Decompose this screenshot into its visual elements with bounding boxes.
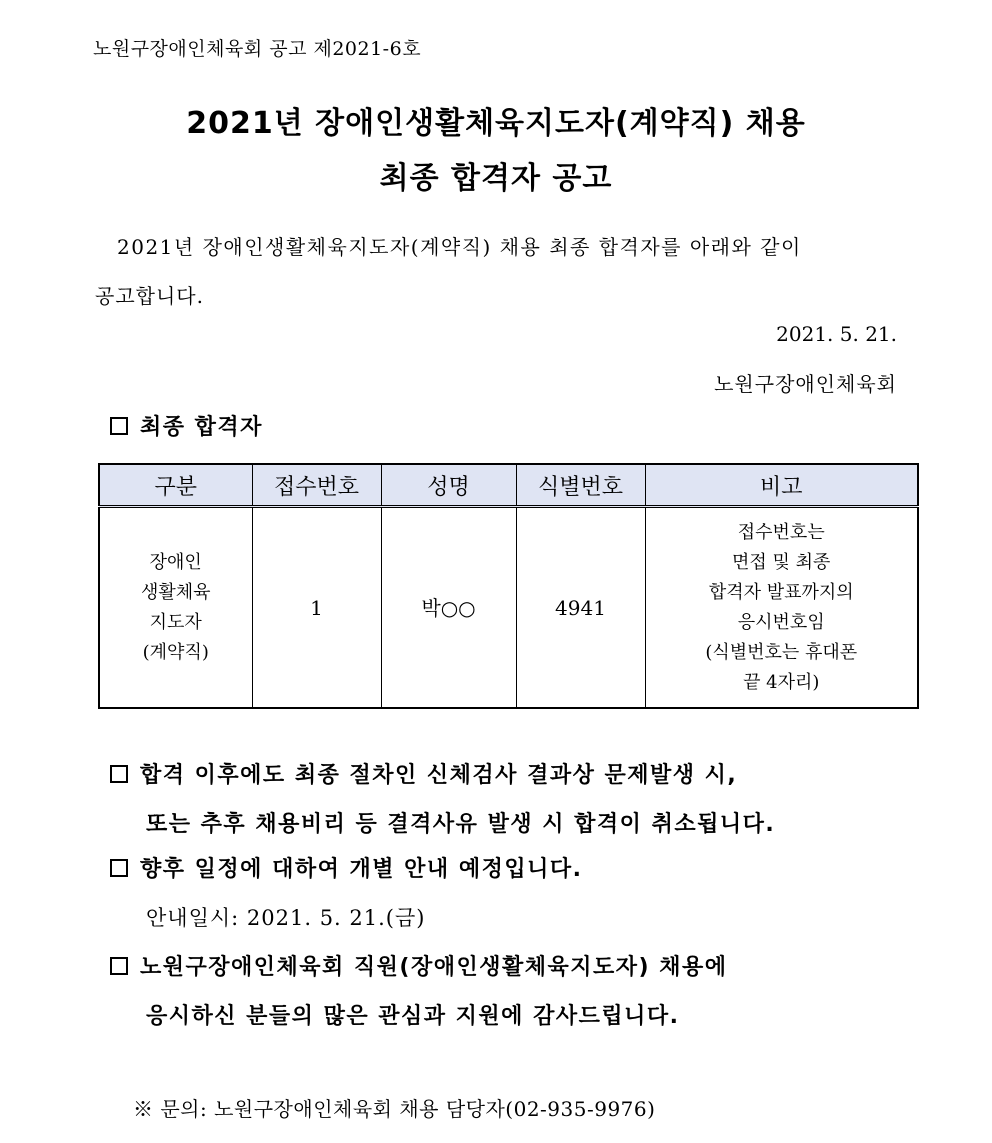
cell-remarks: 접수번호는 면접 및 최종 합격자 발표까지의 응시번호임 (식별번호는 휴대폰 끝 4자리) xyxy=(645,507,918,709)
cell-id-number: 4941 xyxy=(516,507,645,709)
empty-square-icon xyxy=(110,957,128,975)
empty-square-icon xyxy=(110,765,128,783)
note-3-line-2: 응시하신 분들의 많은 관심과 지원에 감사드립니다. xyxy=(146,1004,680,1029)
page-title-line-2: 최종 합격자 공고 xyxy=(379,161,613,196)
intro-text-line-1: 2021년 장애인생활체육지도자(계약직) 채용 최종 합격자를 아래와 같이 xyxy=(117,235,802,259)
note-2: 향후 일정에 대하여 개별 안내 예정입니다. xyxy=(110,852,582,883)
notice-date: 2021. 5. 21. xyxy=(776,322,897,346)
note-1-line-2: 또는 추후 채용비리 등 결격사유 발생 시 합격이 취소됩니다. xyxy=(146,812,776,837)
header-category: 구분 xyxy=(99,464,252,507)
header-name: 성명 xyxy=(381,464,516,507)
cell-category: 장애인 생활체육 지도자 (계약직) xyxy=(99,507,252,709)
organization-name: 노원구장애인체육회 xyxy=(714,372,897,396)
schedule-date: 안내일시: 2021. 5. 21.(금) xyxy=(146,906,426,930)
results-table xyxy=(98,463,919,709)
note-3-line-1: 노원구장애인체육회 직원(장애인생활체육지도자) 채용에 xyxy=(110,950,727,981)
cell-name: 박○○ xyxy=(381,507,516,709)
header-remarks: 비고 xyxy=(645,464,918,507)
contact-info: ※ 문의: 노원구장애인체육회 채용 담당자(02-935-9976) xyxy=(133,1097,656,1121)
notice-number: 노원구장애인체육회 공고 제2021-6호 xyxy=(93,38,422,60)
page-title-line-1: 2021년 장애인생활체육지도자(계약직) 채용 xyxy=(186,106,806,141)
section-heading-label: 최종 합격자 xyxy=(140,415,263,440)
header-receipt-number: 접수번호 xyxy=(252,464,381,507)
cell-receipt-number: 1 xyxy=(252,507,381,709)
intro-text-line-2: 공고합니다. xyxy=(95,284,204,308)
table-row xyxy=(99,507,918,709)
empty-square-icon xyxy=(110,859,128,877)
table-header-row xyxy=(99,464,918,507)
note-1-line-1: 합격 이후에도 최종 절차인 신체검사 결과상 문제발생 시, xyxy=(110,758,737,789)
section-heading xyxy=(110,410,263,441)
header-id-number: 식별번호 xyxy=(516,464,645,507)
empty-square-icon xyxy=(110,417,128,435)
